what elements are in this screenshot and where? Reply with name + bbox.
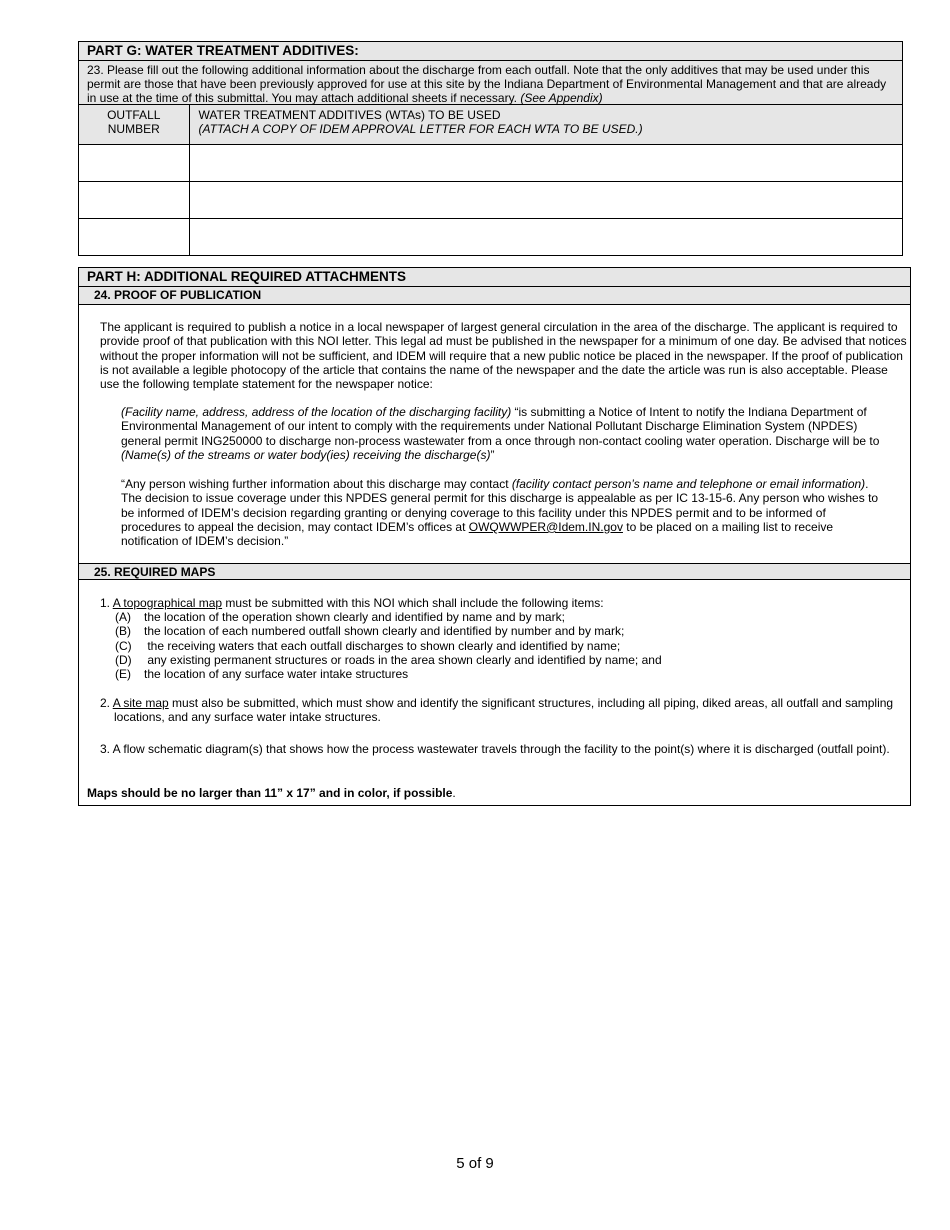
maps-item-1 (100, 596, 890, 610)
outfall-number-header (79, 105, 189, 145)
sub-item-text: the location of any surface water intake structures (144, 667, 409, 681)
outfall-number-cell[interactable] (79, 219, 189, 256)
maps-item-1-text: must be submitted with this NOI which shall include the following items: (222, 596, 604, 610)
wta-header-line1: WATER TREATMENT ADDITIVES (WTAs) TO BE USED (198, 108, 501, 122)
site-map-link: A site map (112, 696, 169, 710)
outfall-header-line1: OUTFALL (107, 108, 161, 122)
list-item (115, 667, 408, 681)
contact-text-b: . The decision to issue coverage under this NPDES general permit for this discharge is appealable as per IC 13-15-6. Any person who wishes to be informed of IDEM’s decision regarding granting or denying coverage to this facility under this NPDES permit and to be informed of procedures to appeal the decision, may contact IDEM’s offices at (121, 477, 879, 534)
proof-of-publication-heading: 24. PROOF OF PUBLICATION (79, 287, 910, 305)
contact-text-c: to be placed on a mailing list to receive notification of IDEM’s decision.” (121, 519, 834, 549)
list-item (115, 639, 620, 653)
table-row (79, 145, 902, 182)
sub-item-text: the receiving waters that each outfall discharges to shown clearly and identified by name; (144, 639, 621, 653)
outfall-number-cell[interactable] (79, 182, 189, 219)
notice-template-statement (121, 405, 886, 462)
part-h-section (78, 267, 911, 806)
sub-item-letter: (D) (115, 653, 132, 667)
part-g-header: PART G: WATER TREATMENT ADDITIVES: (79, 42, 902, 61)
table-row (79, 219, 902, 256)
template-streams-placeholder: (Name(s) of the streams or water body(ies) receiving the discharge(s) (121, 447, 491, 462)
sub-item-text: the location of each numbered outfall shown clearly and identified by number and by mark; (144, 624, 625, 638)
topographical-map-link: A topographical map (112, 596, 223, 610)
contact-placeholder: (facility contact person’s name and telephone or email information) (511, 477, 866, 491)
sub-item-letter: (B) (115, 624, 131, 638)
sub-item-text: the location of the operation shown clearly and identified by name and by mark; (144, 610, 565, 624)
list-item (115, 624, 624, 638)
part-h-header: PART H: ADDITIONAL REQUIRED ATTACHMENTS (79, 268, 910, 287)
question-23-instructions (79, 61, 902, 105)
maps-size-note (87, 786, 897, 800)
water-treatment-additives-table (79, 105, 902, 255)
table-header-row (79, 105, 902, 145)
wta-header (189, 105, 902, 145)
table-row (79, 182, 902, 219)
outfall-number-cell[interactable] (79, 145, 189, 182)
maps-size-note-end: . (452, 786, 456, 800)
wta-cell[interactable] (189, 145, 902, 182)
sub-item-letter: (C) (115, 639, 132, 653)
list-item (115, 610, 565, 624)
maps-item-1-number: 1. (100, 596, 113, 610)
wta-cell[interactable] (189, 219, 902, 256)
maps-item-2 (100, 696, 895, 725)
contact-text-a: “Any person wishing further information about this discharge may contact (121, 477, 512, 491)
proof-intro-paragraph: The applicant is required to publish a notice in a local newspaper of largest general circulation in the area of the discharge. The applicant is required to provide proof of that publication with this NOI letter. This legal ad must be published in the newspaper for a minimum of one day. Be advised that notices without the proper information will not be sufficient, and IDEM will require that a new public notice be placed in the newspaper. If the proof of publication is not available a legible photocopy of the article that contains the name of the newspaper and the date the article was run is also acceptable. Please use the following template statement for the newspaper notice: (100, 320, 907, 392)
notice-contact-statement (121, 477, 886, 548)
sub-item-letter: (E) (115, 667, 131, 681)
maps-item-3: 3. A flow schematic diagram(s) that shows how the process wastewater travels through the facility to the point(s) where it is discharged (outfall point). (100, 742, 890, 756)
required-maps-heading: 25. REQUIRED MAPS (79, 563, 910, 580)
maps-item-2-number: 2. (100, 696, 113, 710)
outfall-header-line2: NUMBER (107, 122, 160, 137)
q23-see-appendix: (See Appendix) (520, 91, 603, 106)
template-facility-placeholder: (Facility name, address, address of the location of the discharging facility) (121, 405, 512, 419)
idem-email-link[interactable]: OWQWWPER@Idem.IN.gov (468, 519, 623, 534)
sub-item-letter: (A) (115, 610, 131, 624)
q23-text: 23. Please fill out the following additional information about the discharge from each outfall. Note that the only additives that may be used under this permit are those that have been previously approved for use at this site by the Indiana Department of Environmental Management and that are already in use at the time of this submittal. You may attach additional sheets if necessary. (87, 63, 887, 106)
page-number: 5 of 9 (456, 1155, 494, 1172)
list-item (115, 653, 662, 667)
template-close-quote: ” (490, 447, 495, 462)
part-g-section (78, 41, 903, 256)
wta-cell[interactable] (189, 182, 902, 219)
wta-header-line2: (ATTACH A COPY OF IDEM APPROVAL LETTER FOR EACH WTA TO BE USED.) (198, 122, 643, 137)
template-text: “is submitting a Notice of Intent to notify the Indiana Department of Environmental Management of our intent to comply with the requirements under National Pollutant Discharge Elimination System (NPDES) general permit ING250000 to discharge non-process wastewater from a once through non-contact cooling water operation. Discharge will be to (121, 405, 880, 448)
maps-item-2-text: must also be submitted, which must show and identify the significant structures, including all piping, diked areas, all outfall and sampling locations, and any surface water intake structures. (114, 696, 894, 725)
maps-size-note-bold: Maps should be no larger than 11” x 17” and in color, if possible (87, 786, 453, 800)
sub-item-text: any existing permanent structures or roads in the area shown clearly and identified by name; and (144, 653, 662, 667)
